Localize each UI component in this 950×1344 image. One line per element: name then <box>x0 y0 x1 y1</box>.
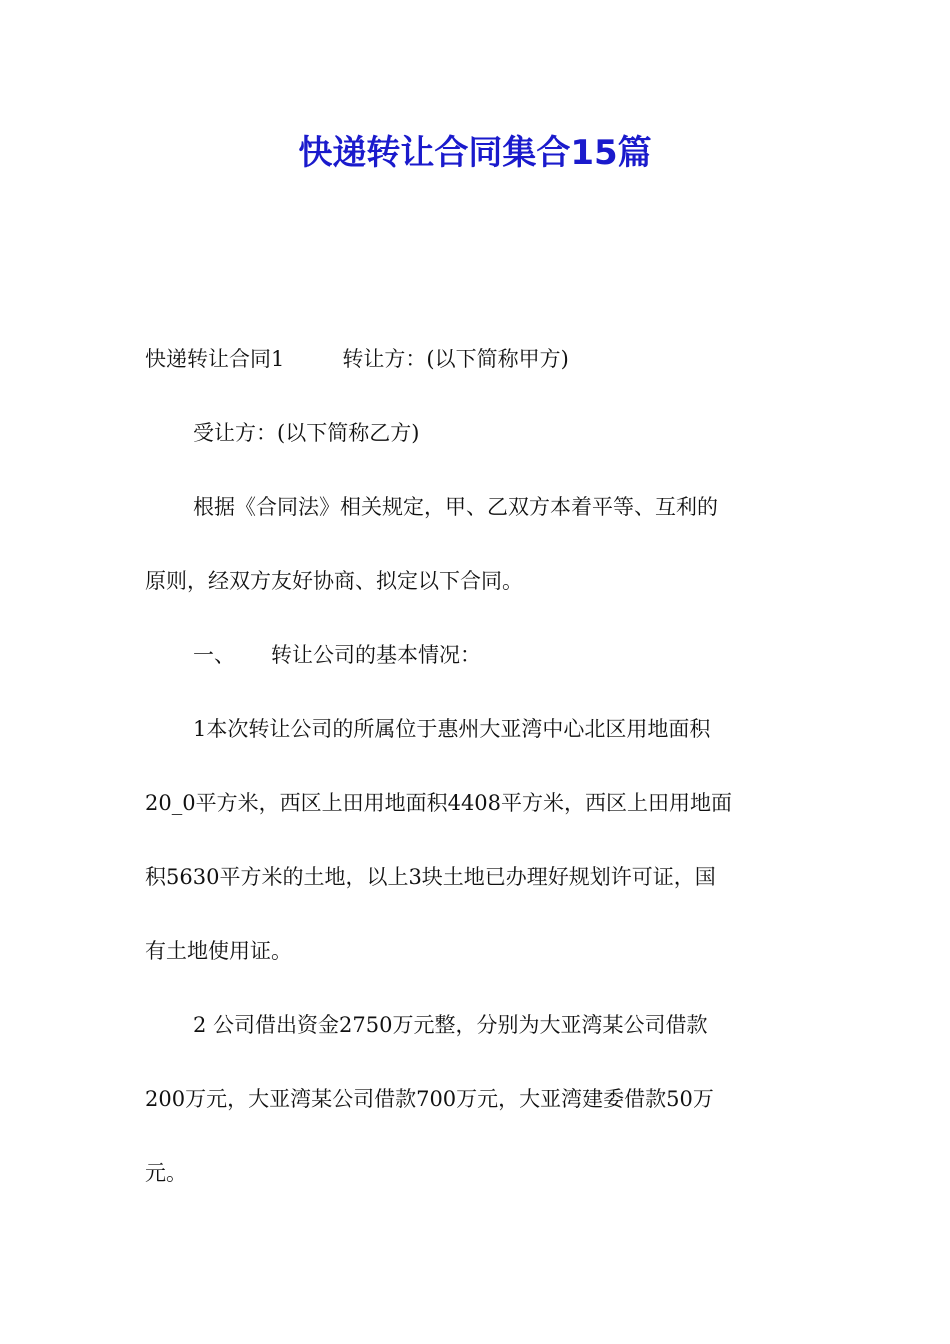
document-body <box>145 322 807 1210</box>
section-number: 一、 <box>193 643 235 667</box>
paragraph-basis-line-2: 原则，经双方友好协商、拟定以下合同。 <box>145 569 523 593</box>
clause-1-line-1: 1本次转让公司的所属位于惠州大亚湾中心北区用地面积 <box>193 717 711 741</box>
section-title: 转让公司的基本情况： <box>271 643 481 667</box>
clause-1-line-2: 20_0平方米，西区上田用地面积4408平方米，西区上田用地面 <box>145 791 733 815</box>
contract-heading: 快递转让合同1 <box>145 347 285 371</box>
document-title: 快递转让合同集合15篇 <box>298 133 652 173</box>
clause-2-line-3: 元。 <box>145 1161 187 1185</box>
section-heading-1 <box>145 618 807 692</box>
clause-2-line-1: 2 公司借出资金2750万元整，分别为大亚湾某公司借款 <box>193 1013 708 1037</box>
clause-2-line-2: 200万元，大亚湾某公司借款700万元，大亚湾建委借款50万 <box>145 1087 714 1111</box>
paragraph-party-a <box>145 322 807 396</box>
clause-1-line-4: 有土地使用证。 <box>145 939 292 963</box>
paragraph-basis-line-1: 根据《合同法》相关规定，甲、乙双方本着平等、互利的 <box>193 495 718 519</box>
transferor-label: 转让方：(以下简称甲方) <box>342 347 569 371</box>
clause-1-line-3: 积5630平方米的土地，以上3块土地已办理好规划许可证，国 <box>145 865 716 889</box>
paragraph-party-b: 受让方：(以下简称乙方) <box>193 421 420 445</box>
